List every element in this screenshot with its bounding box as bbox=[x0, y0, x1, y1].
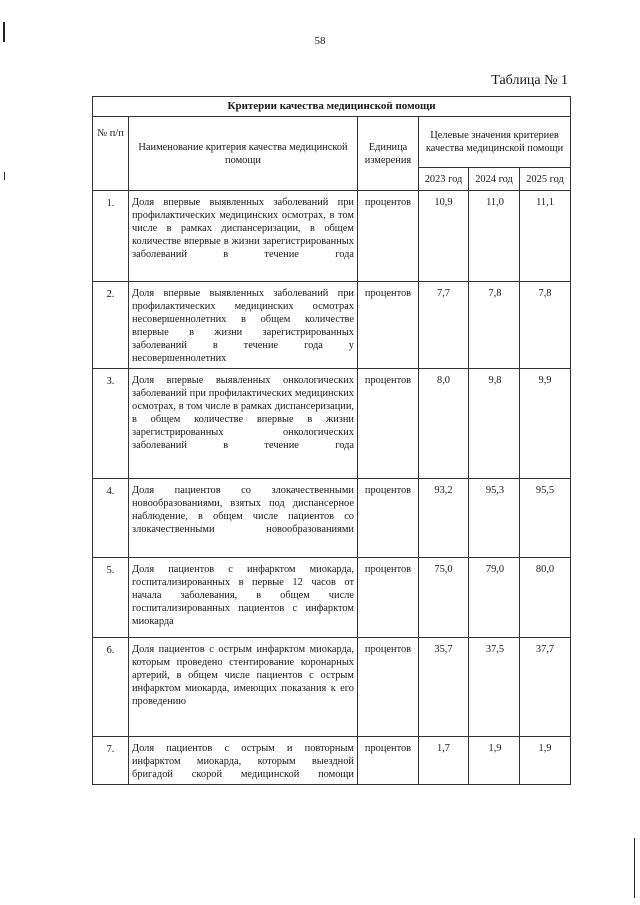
header-num: № п/п bbox=[93, 117, 129, 191]
header-year-2023: 2023 год bbox=[419, 168, 469, 191]
table-row bbox=[93, 737, 571, 785]
row-value-2023: 35,7 bbox=[419, 638, 469, 737]
row-value-2025: 1,9 bbox=[520, 737, 571, 785]
row-value-2024: 79,0 bbox=[469, 558, 520, 638]
row-criterion-name: Доля впервые выявленных заболеваний при профилактических медицинских осмотрах, в том числе в рамках диспансеризации, в общем количестве впервые в жизни зарегистрированных заболеваний в течение года bbox=[129, 191, 358, 282]
scan-margin-mark-right bbox=[634, 838, 635, 898]
row-value-2024: 37,5 bbox=[469, 638, 520, 737]
row-value-2024: 95,3 bbox=[469, 479, 520, 558]
row-value-2023: 75,0 bbox=[419, 558, 469, 638]
row-value-2024: 11,0 bbox=[469, 191, 520, 282]
row-value-2025: 37,7 bbox=[520, 638, 571, 737]
row-unit: процентов bbox=[358, 369, 419, 479]
row-value-2024: 7,8 bbox=[469, 282, 520, 369]
row-criterion-name: Доля пациентов с острым инфарктом миокарда, которым проведено стентирование коронарных артерий, в общем числе пациентов с острым инфарктом миокарда, имеющих показания к его проведению bbox=[129, 638, 358, 737]
row-criterion-name: Доля пациентов с острым и повторным инфарктом миокарда, которым выездной бригадой скорой медицинской помощи bbox=[129, 737, 358, 785]
row-value-2023: 10,9 bbox=[419, 191, 469, 282]
row-value-2023: 1,7 bbox=[419, 737, 469, 785]
row-criterion-name: Доля впервые выявленных заболеваний при профилактических медицинских осмотрах несовершеннолетних в общем количестве впервые в жизни зарегистрированных заболеваний в течение года у несовершеннолетних bbox=[129, 282, 358, 369]
criteria-table bbox=[92, 96, 571, 785]
row-num: 1. bbox=[93, 191, 129, 282]
row-value-2024: 9,8 bbox=[469, 369, 520, 479]
table-row bbox=[93, 369, 571, 479]
row-unit: процентов bbox=[358, 737, 419, 785]
table-row bbox=[93, 479, 571, 558]
header-year-2025: 2025 год bbox=[520, 168, 571, 191]
row-value-2023: 93,2 bbox=[419, 479, 469, 558]
row-num: 6. bbox=[93, 638, 129, 737]
table-row bbox=[93, 638, 571, 737]
row-unit: процентов bbox=[358, 191, 419, 282]
row-value-2025: 9,9 bbox=[520, 369, 571, 479]
table-title: Критерии качества медицинской помощи bbox=[93, 97, 571, 117]
row-value-2025: 11,1 bbox=[520, 191, 571, 282]
row-unit: процентов bbox=[358, 558, 419, 638]
table-row bbox=[93, 558, 571, 638]
row-unit: процентов bbox=[358, 479, 419, 558]
row-unit: процентов bbox=[358, 282, 419, 369]
scan-margin-mark-mid-left bbox=[4, 172, 5, 180]
header-target-values: Целевые значения критериев качества медицинской помощи bbox=[419, 117, 571, 168]
row-num: 2. bbox=[93, 282, 129, 369]
row-num: 3. bbox=[93, 369, 129, 479]
page-number: 58 bbox=[314, 35, 326, 47]
row-num: 4. bbox=[93, 479, 129, 558]
row-criterion-name: Доля пациентов с инфарктом миокарда, госпитализированных в первые 12 часов от начала заболевания, в общем числе госпитализированных пациентов с инфарктом миокарда bbox=[129, 558, 358, 638]
header-year-2024: 2024 год bbox=[469, 168, 520, 191]
row-criterion-name: Доля впервые выявленных онкологических заболеваний при профилактических медицинских осмотрах, в том числе в рамках диспансеризации, в общем количестве впервые в жизни зарегистрированных онкологических заболеваний в течение года bbox=[129, 369, 358, 479]
row-unit: процентов bbox=[358, 638, 419, 737]
row-num: 7. bbox=[93, 737, 129, 785]
row-num: 5. bbox=[93, 558, 129, 638]
row-value-2023: 8,0 bbox=[419, 369, 469, 479]
table-row bbox=[93, 191, 571, 282]
header-unit: Единица измерения bbox=[358, 117, 419, 191]
table-row bbox=[93, 282, 571, 369]
header-name: Наименование критерия качества медицинской помощи bbox=[129, 117, 358, 191]
row-value-2025: 95,5 bbox=[520, 479, 571, 558]
row-value-2023: 7,7 bbox=[419, 282, 469, 369]
row-value-2024: 1,9 bbox=[469, 737, 520, 785]
row-criterion-name: Доля пациентов со злокачественными новообразованиями, взятых под диспансерное наблюдение, в общем числе пациентов со злокачественными новообразованиями bbox=[129, 479, 358, 558]
row-value-2025: 7,8 bbox=[520, 282, 571, 369]
table-label: Таблица № 1 bbox=[491, 73, 568, 88]
row-value-2025: 80,0 bbox=[520, 558, 571, 638]
